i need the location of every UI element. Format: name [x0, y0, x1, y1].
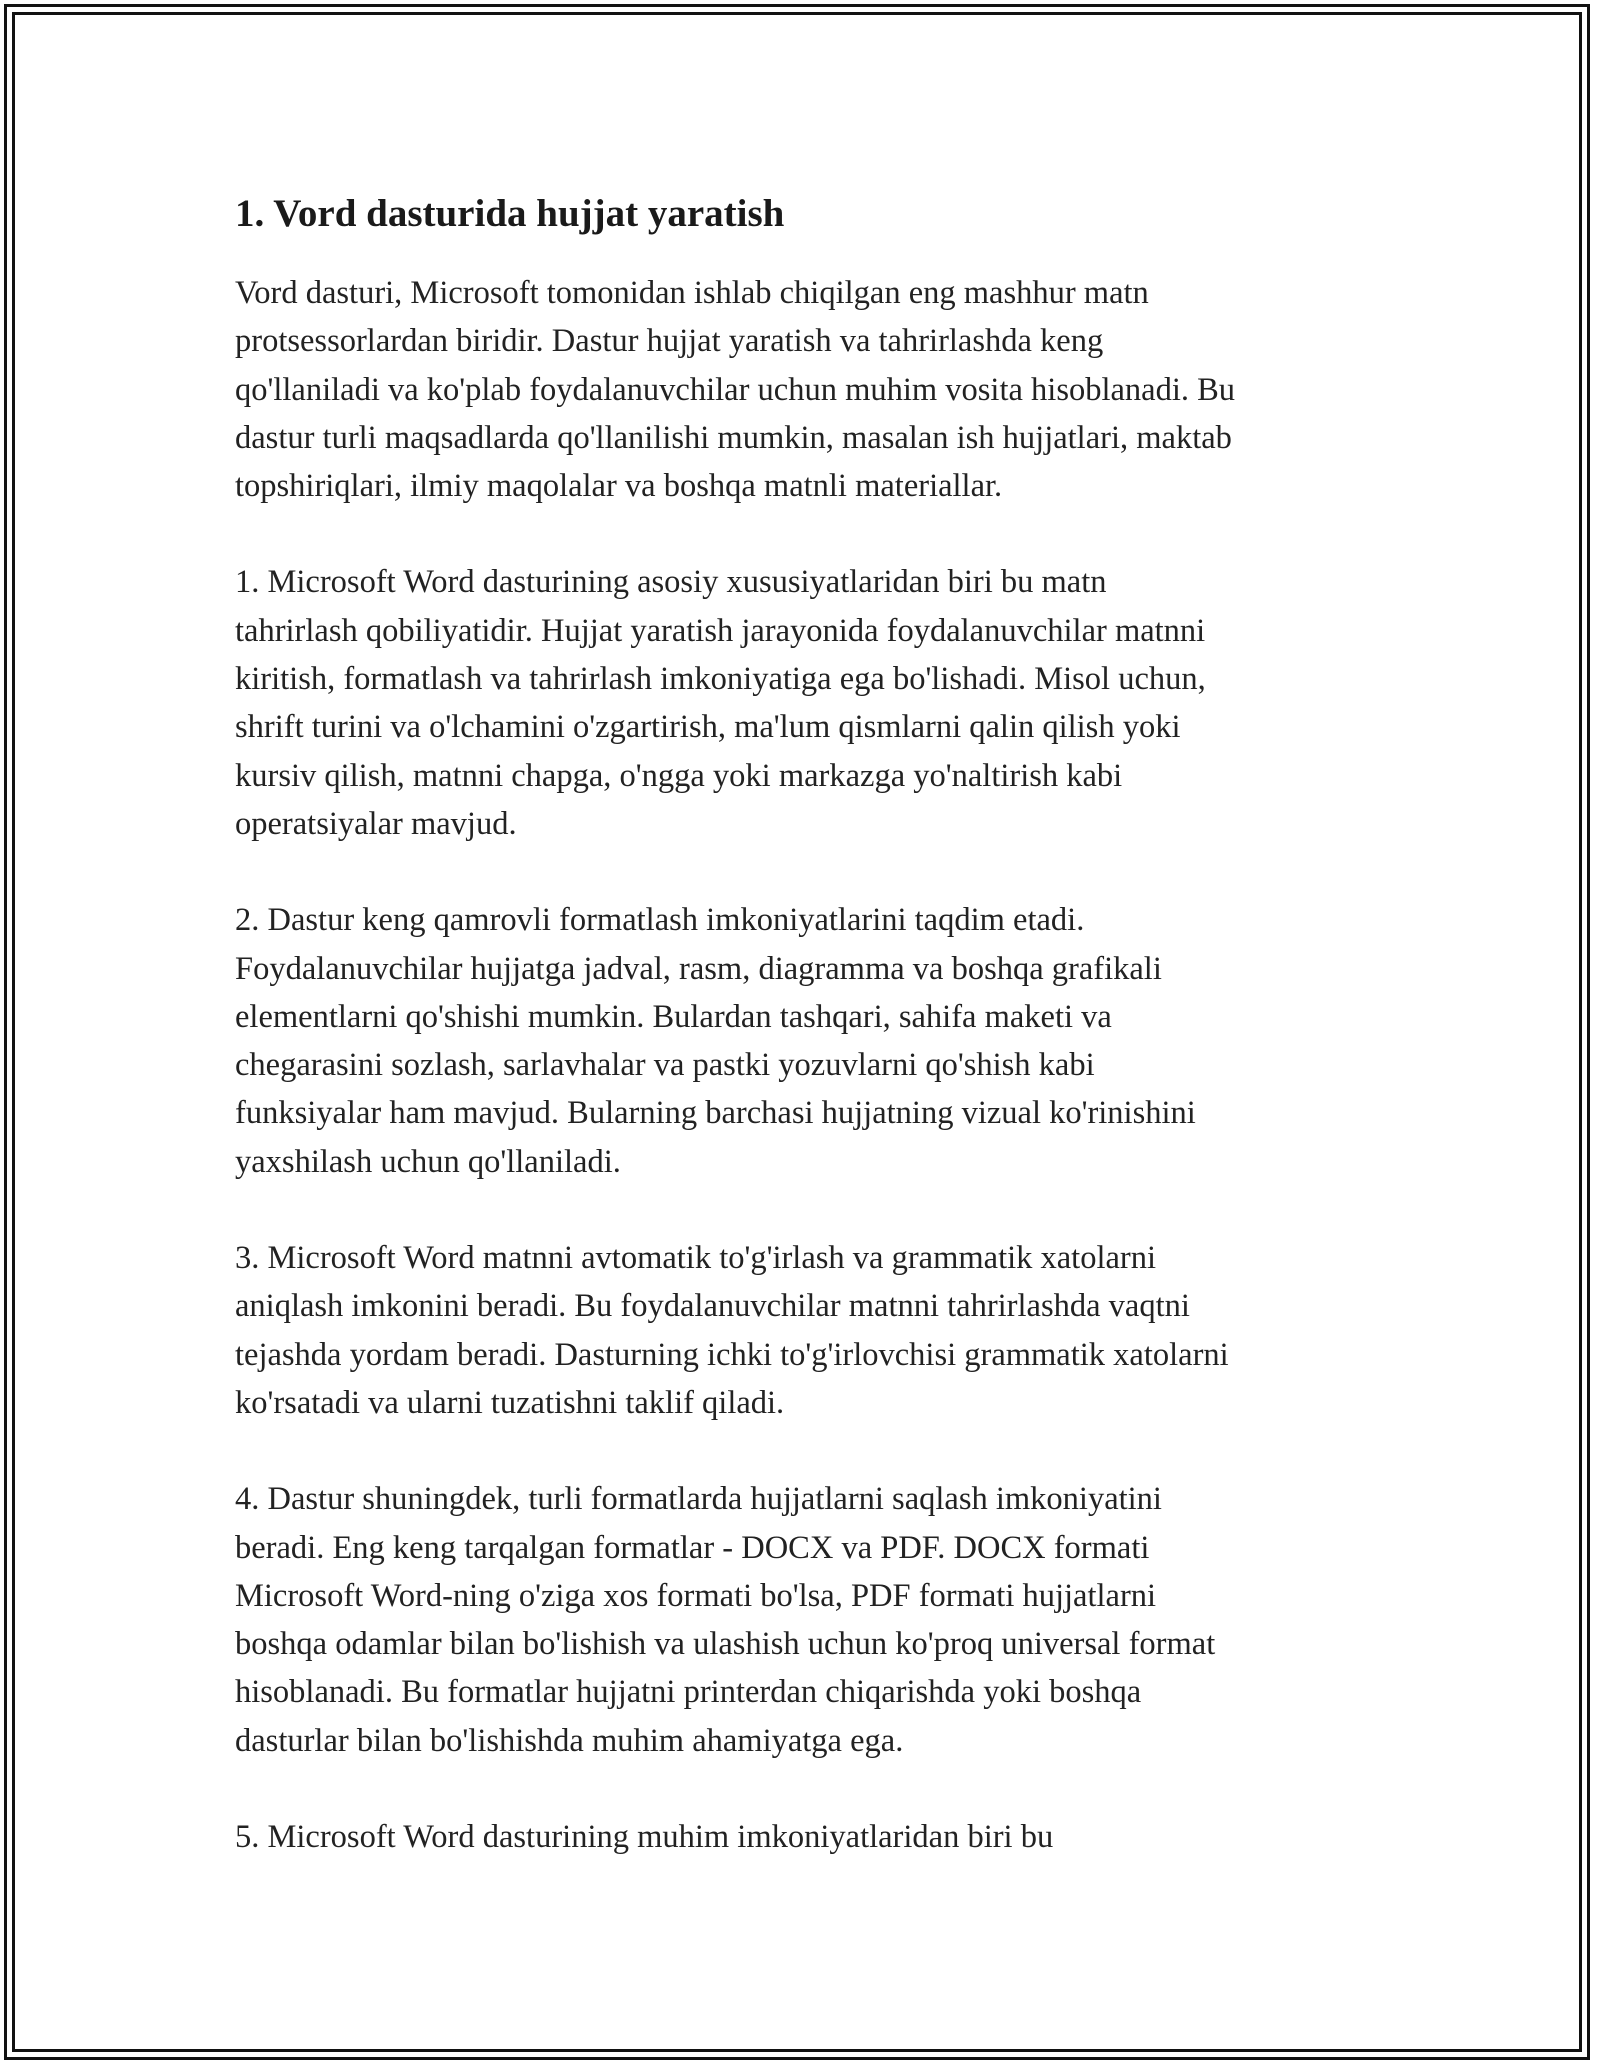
paragraph-point-1: 1. Microsoft Word dasturining asosiy xususiyatlaridan biri bu matn tahrirlash qobiliyatidir. Hujjat yaratish jarayonida foydalanuvchilar matnni kiritish, formatlash va tahrirlash imkoniyatiga ega bo'lishadi. Misol uchun, shrift turini va o'lchamini o'zgartirish, ma'lum qismlarni qalin qilish yoki kursiv qilish, matnni chapga, o'ngga yoki markazga yo'naltirish kabi operatsiyalar mavjud. [235, 564, 1206, 842]
paragraph-point-5: 5. Microsoft Word dasturining muhim imkoniyatlaridan biri bu [235, 1819, 1054, 1856]
paragraph-intro: Vord dasturi, Microsoft tomonidan ishlab chiqilgan eng mashhur matn protsessorlardan biridir. Dastur hujjat yaratish va tahrirlashda keng qo'llaniladi va ko'plab foydalanuvchilar uchun muhim vosita hisoblanadi. Bu dastur turli maqsadlarda qo'llanilishi mumkin, masalan ish hujjatlari, maktab topshiriqlari, ilmiy maqolalar va boshqa matnli materiallar. [235, 275, 1236, 505]
paragraph-point-2: 2. Dastur keng qamrovli formatlash imkoniyatlarini taqdim etadi. Foydalanuvchilar hujjatga jadval, rasm, diagramma va boshqa grafikali elementlarni qo'shishi mumkin. Bulardan tashqari, sahifa maketi va chegarasini sozlash, sarlavhalar va pastki yozuvlarni qo'shish kabi funksiyalar ham mavjud. Bularning barchasi hujjatning vizual ko'rinishini yaxshilash uchun qo'llaniladi. [235, 902, 1196, 1180]
paragraph-point-4: 4. Dastur shuningdek, turli formatlarda hujjatlarni saqlash imkoniyatini beradi. Eng keng tarqalgan formatlar - DOCX va PDF. DOCX formati Microsoft Word-ning o'ziga xos formati bo'lsa, PDF formati hujjatlarni boshqa odamlar bilan bo'lishish va ulashish uchun ko'proq universal format hisoblanadi. Bu formatlar hujjatni printerdan chiqarishda yoki boshqa dasturlar bilan bo'lishishda muhim ahamiyatga ega. [235, 1481, 1216, 1759]
document-title: 1. Vord dasturida hujjat yaratish [235, 192, 785, 235]
paragraph-point-3: 3. Microsoft Word matnni avtomatik to'g'irlash va grammatik xatolarni aniqlash imkonini beradi. Bu foydalanuvchilar matnni tahrirlashda vaqtni tejashda yordam beradi. Dasturning ichki to'g'irlovchisi grammatik xatolarni ko'rsatadi va ularni tuzatishni taklif qiladi. [235, 1240, 1229, 1421]
document-body [235, 185, 1370, 1909]
